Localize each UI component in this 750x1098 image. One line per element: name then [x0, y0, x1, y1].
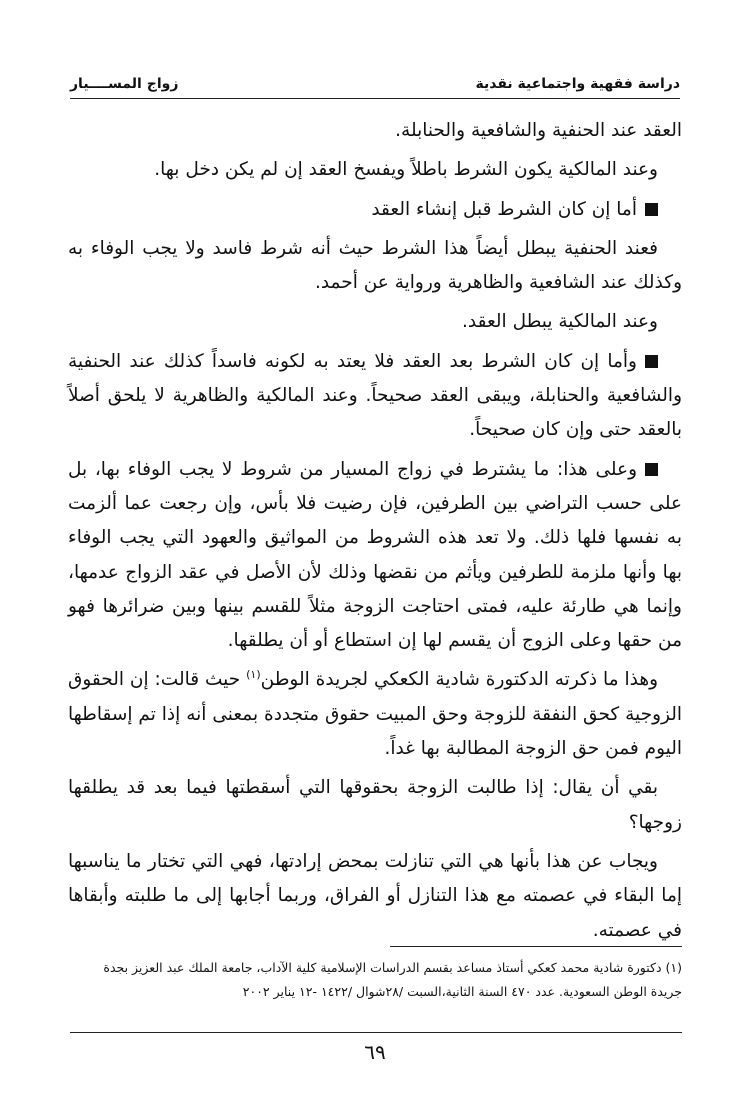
page-number: ٦٩ — [364, 1040, 386, 1064]
paragraph-2: وعند المالكية يكون الشرط باطلاً ويفسخ العقد إن لم يكن دخل بها. — [154, 159, 658, 181]
footnote-divider — [390, 946, 682, 947]
paragraph-1: العقد عند الحنفية والشافعية والحنابلة. — [395, 120, 682, 141]
running-header — [70, 70, 680, 99]
main-text — [68, 114, 682, 953]
square-bullet-icon — [645, 203, 658, 216]
paragraph-3: أما إن كان الشرط قبل إنشاء العقد — [68, 193, 682, 227]
paragraph-7: وعلى هذا: ما يشترط في زواج المسيار من شروط لا يجب الوفاء بها، بل على حسب التراضي بين الطرفين، فإن رضيت فلا بأس، وإن رجعت عما ألزمت به نفسها فلها ذلك. ولا تعد هذه الشروط من المواثيق والعهود التي يجب الوفاء بها وأنها ملزمة للطرفين ويأثم من نقضها وذلك لأن الأصل في عقد الزواج عدمها، وإنما هي طارئة عليه، فمتى احتاجت الزوجة مثلاً للقسم بينها وبين ضرائرها فهو من حقها وعلى الزوج أن يقسم لها إن استطاع أو أن يطلقها. — [68, 458, 682, 652]
paragraph-4: فعند الحنفية يبطل أيضاً هذا الشرط حيث أنه شرط فاسد ولا يجب الوفاء به وكذلك عند الشافعية والظاهرية ورواية عن أحمد. — [68, 237, 682, 294]
footnotes — [70, 956, 682, 1004]
header-book-title: زواج المســــيار — [70, 76, 179, 92]
square-bullet-icon — [645, 463, 658, 476]
paragraph-5: وعند المالكية يبطل العقد. — [462, 311, 658, 333]
square-bullet-icon — [645, 355, 658, 368]
paragraph-8: وهذا ما ذكرته الدكتورة شادية الكعكي لجريدة الوطن$^{(١)}$ حيث قالت: إن الحقوق الزوجية كحق النفقة للزوجة وحق المبيت حقوق متجددة بمعنى أنه إذا تم إسقاطها اليوم فمن حق الزوجة المطالبة بها غداً. — [68, 668, 682, 760]
paragraph-6: وأما إن كان الشرط بعد العقد فلا يعتد به لكونه فاسداً كذلك عند الحنفية والشافعية والحنابلة، ويبقى العقد صحيحاً. وعند المالكية والظاهرية لا يلحق أصلاً بالعقد حتى وإن كان صحيحاً. — [68, 350, 682, 441]
bottom-divider — [70, 1032, 682, 1033]
paragraph-9: بقي أن يقال: إذا طالبت الزوجة بحقوقها التي أسقطتها فيما بعد قد يطلقها زوجها؟ — [68, 777, 682, 833]
footnote-line-2: جريدة الوطن السعودية. عدد ٤٧٠ السنة الثانية،السبت /٢٨شوال /١٤٢٢ -١٢ يناير ٢٠٠٢ — [242, 984, 682, 999]
footnote-marker[interactable]: (١) — [246, 668, 261, 682]
footnote-line-1: (١) دكتورة شادية محمد كعكي أستاذ مساعد بقسم الدراسات الإسلامية كلية الآداب، جامعة الملك عبد العزيز بجدة — [103, 960, 682, 975]
header-book-subtitle: دراسة فقهية واجتماعية نقدية — [475, 76, 680, 92]
paragraph-10: ويجاب عن هذا بأنها هي التي تنازلت بمحض إرادتها، فهي التي تختار ما يناسبها إما البقاء في عصمته مع هذا التنازل أو الفراق، وربما أجابها إلى ما طلبته وأبقاها في عصمته. — [68, 850, 682, 941]
